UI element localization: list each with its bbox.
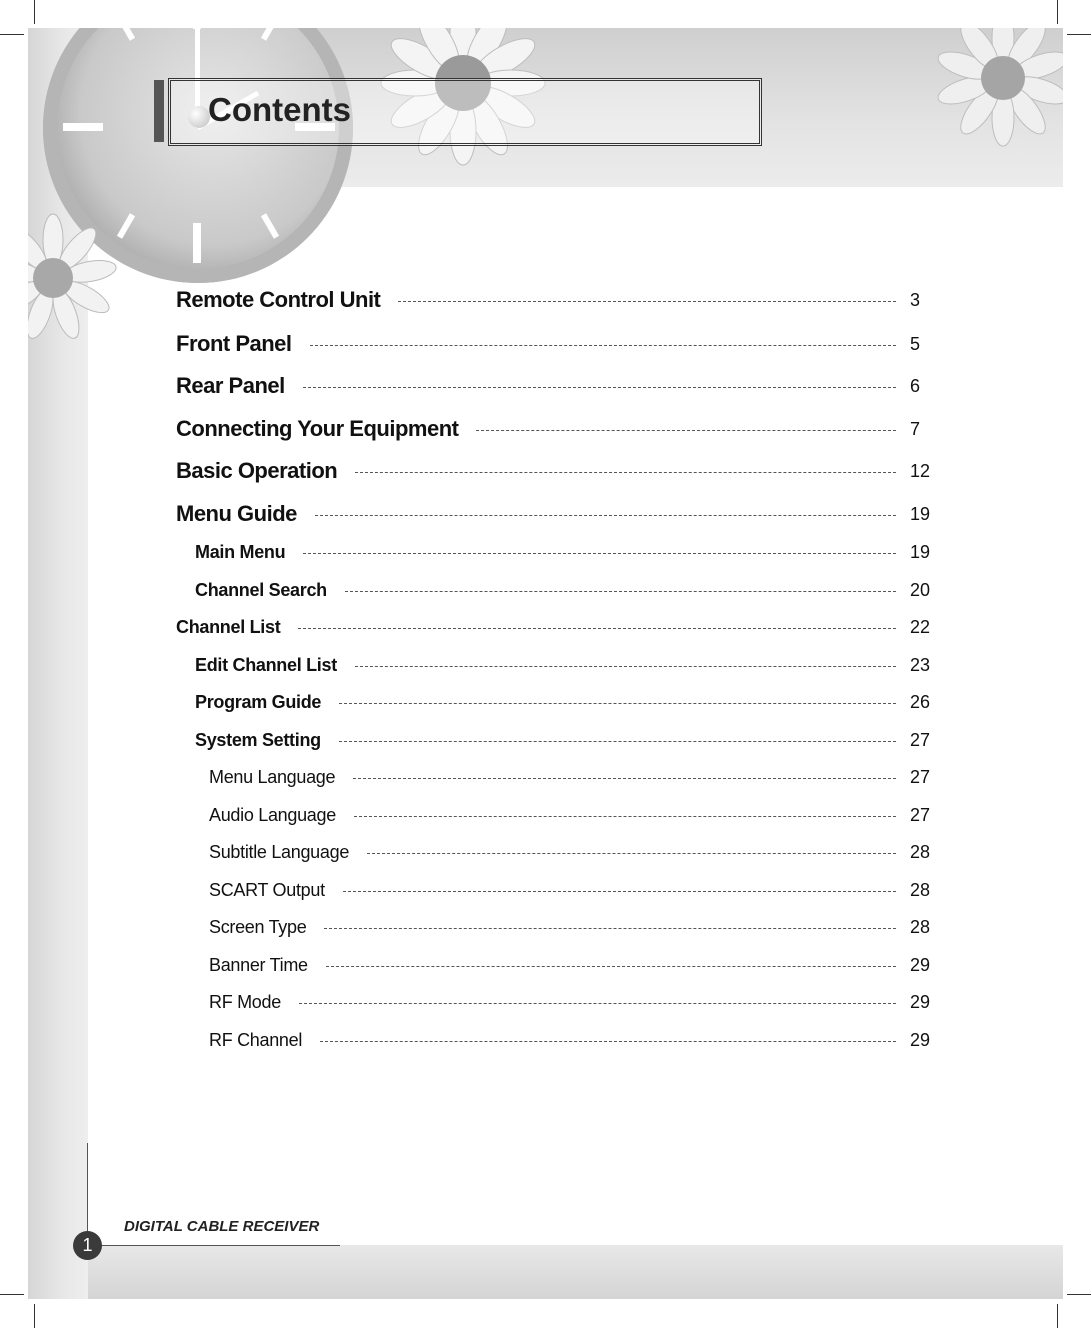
- bullet-icon: [188, 106, 210, 128]
- toc-entry-label: Basic Operation: [176, 458, 338, 483]
- toc-entry-label: Remote Control Unit: [176, 287, 381, 312]
- toc-entry-label: Screen Type: [209, 917, 307, 937]
- toc-entry-page: 12: [910, 461, 931, 481]
- toc-entry: [28, 875, 1028, 905]
- toc-entry: [28, 537, 1028, 567]
- toc-leader-line: [320, 1041, 896, 1042]
- toc-entry-label: System Setting: [195, 730, 321, 750]
- toc-entry-page: 5: [910, 334, 921, 354]
- toc-entry-label: Program Guide: [195, 692, 322, 712]
- toc-entry: [28, 575, 1028, 605]
- toc-leader-line: [343, 891, 896, 892]
- crop-mark: [34, 1304, 35, 1328]
- crop-mark: [34, 0, 35, 24]
- toc-entry: [28, 456, 1028, 486]
- sunflower-illustration: [933, 28, 1063, 148]
- toc-entry-label: RF Channel: [209, 1030, 303, 1050]
- toc-entry-page: 27: [910, 767, 931, 787]
- toc-leader-line: [398, 301, 896, 302]
- toc-leader-line: [354, 816, 896, 817]
- toc-leader-line: [345, 591, 896, 592]
- toc-entry-page: 20: [910, 580, 931, 600]
- toc-entry-page: 19: [910, 542, 931, 562]
- toc-entry: [28, 414, 1028, 444]
- toc-entry-label: Edit Channel List: [195, 655, 337, 675]
- toc-entry-label: Rear Panel: [176, 373, 285, 398]
- toc-leader-line: [310, 345, 896, 346]
- toc-entry: [28, 612, 1028, 642]
- toc-leader-line: [303, 553, 896, 554]
- toc-entry: [28, 912, 1028, 942]
- crop-mark: [0, 1294, 24, 1295]
- toc-leader-line: [298, 628, 896, 629]
- crop-mark: [0, 34, 24, 35]
- toc-entry: [28, 687, 1028, 717]
- toc-entry-label: RF Mode: [209, 992, 281, 1012]
- toc-entry-page: 27: [910, 730, 931, 750]
- toc-entry-label: Front Panel: [176, 331, 292, 356]
- toc-entry-page: 28: [910, 917, 931, 937]
- toc-leader-line: [353, 778, 896, 779]
- toc-entry-page: 6: [910, 376, 921, 396]
- toc-entry: [28, 371, 1028, 401]
- toc-entry: [28, 329, 1028, 359]
- toc-entry: [28, 800, 1028, 830]
- toc-leader-line: [367, 853, 896, 854]
- crop-mark: [1067, 1294, 1091, 1295]
- toc-entry-label: Connecting Your Equipment: [176, 416, 459, 441]
- toc-entry-page: 29: [910, 955, 931, 975]
- page-number: 1: [73, 1231, 102, 1260]
- toc-leader-line: [324, 928, 896, 929]
- toc-entry-page: 22: [910, 617, 931, 637]
- toc-leader-line: [476, 430, 896, 431]
- footer-band: [88, 1245, 1063, 1299]
- toc-entry-label: Banner Time: [209, 955, 308, 975]
- toc-entry-page: 19: [910, 504, 931, 524]
- toc-leader-line: [299, 1003, 896, 1004]
- page-title: Contents: [208, 91, 351, 128]
- toc-entry: [28, 499, 1028, 529]
- footer-product-name: DIGITAL CABLE RECEIVER: [124, 1218, 320, 1235]
- toc-entry-label: Audio Language: [209, 805, 336, 825]
- toc-entry: [28, 837, 1028, 867]
- title-accent-bar: [154, 80, 164, 142]
- toc-leader-line: [315, 515, 896, 516]
- toc-entry-page: 29: [910, 1030, 931, 1050]
- toc-entry-label: Channel Search: [195, 580, 327, 600]
- toc-entry: [28, 950, 1028, 980]
- toc-entry-page: 7: [910, 419, 921, 439]
- toc-entry-label: Menu Guide: [176, 501, 297, 526]
- toc-entry-label: Main Menu: [195, 542, 286, 562]
- toc-entry: [28, 762, 1028, 792]
- toc-entry-page: 26: [910, 692, 931, 712]
- footer-divider: [100, 1245, 340, 1246]
- toc-leader-line: [303, 387, 896, 388]
- toc-entry-page: 27: [910, 805, 931, 825]
- toc-entry-label: Subtitle Language: [209, 842, 350, 862]
- toc-entry: [28, 987, 1028, 1017]
- toc-entry: [28, 285, 1028, 315]
- toc-leader-line: [355, 666, 896, 667]
- toc-leader-line: [355, 472, 896, 473]
- toc-entry: [28, 725, 1028, 755]
- toc-entry-label: Menu Language: [209, 767, 336, 787]
- toc-entry-page: 29: [910, 992, 931, 1012]
- toc-entry-label: Channel List: [176, 617, 281, 637]
- toc-entry-page: 28: [910, 842, 931, 862]
- toc-leader-line: [339, 741, 896, 742]
- crop-mark: [1057, 1304, 1058, 1328]
- toc-entry-label: SCART Output: [209, 880, 325, 900]
- toc-entry: [28, 650, 1028, 680]
- toc-entry-page: 3: [910, 290, 921, 310]
- toc-leader-line: [339, 703, 896, 704]
- sunflower-illustration: [28, 213, 118, 343]
- crop-mark: [1067, 34, 1091, 35]
- toc-entry: [28, 1025, 1028, 1055]
- toc-entry-page: 23: [910, 655, 931, 675]
- toc-entry-page: 28: [910, 880, 931, 900]
- crop-mark: [1057, 0, 1058, 24]
- document-page: [28, 28, 1063, 1299]
- toc-leader-line: [326, 966, 896, 967]
